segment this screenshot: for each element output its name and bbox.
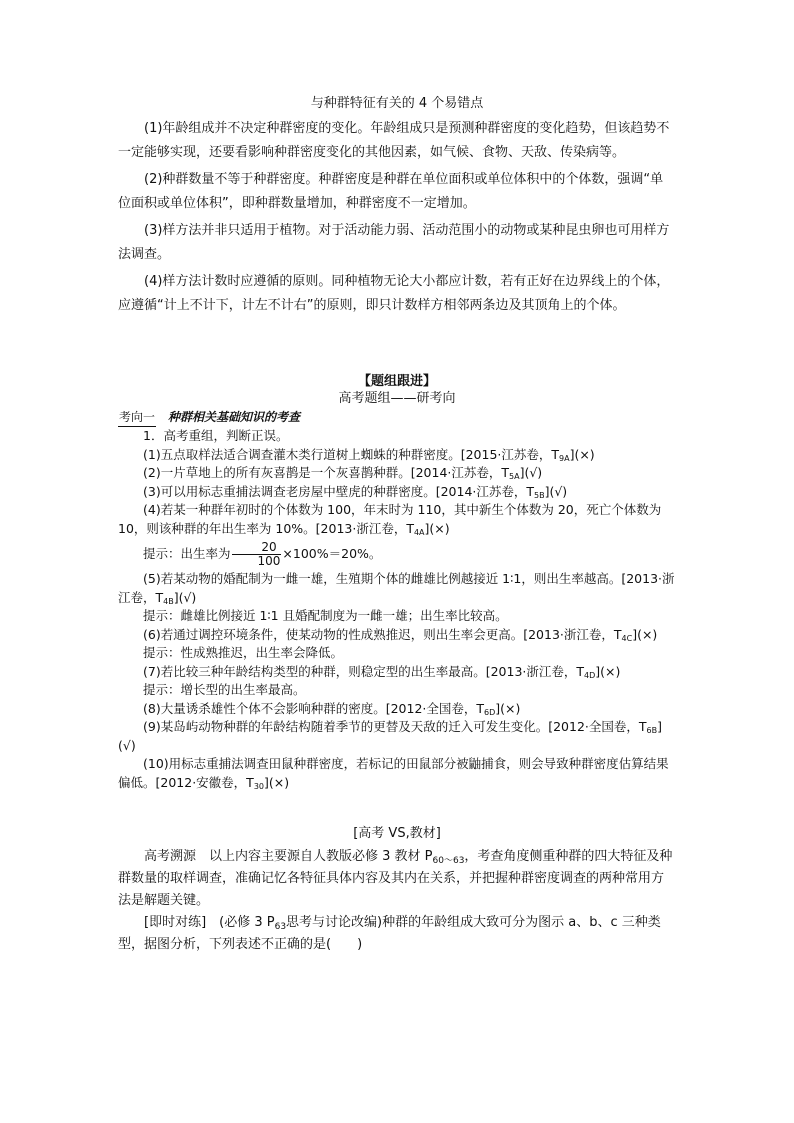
fraction: $\frac{20}{100}$ [232,541,282,568]
source-paragraph: 高考溯源 以上内容主要源自人教版必修 3 教材 $P_{60\sim 63}$，考查角度侧重种群的四大特征及种群数量的取样调查，准确记忆各特征具体内容及其内在关系，并把握种群密度调查的两种常用方法是解题关键。 [118,849,673,908]
error-point-2: (2)种群数量不等于种群密度。种群密度是种群在单位面积或单位体积中的个体数，强调“单位面积或单位体积”，即种群数量增加，种群密度不一定增加。 [118,172,664,211]
hint-4: 提示：出生率为 $\frac{20}{100}$ ×100%＝20%。 [143,540,382,568]
practice-question: [即时对练] (必修 3 $P_{63}$思考与讨论改编)种群的年龄组成大致可分为图示 a、b、c 三种类型，据图分析，下列表述不正确的是( ) [118,915,661,952]
error-point-1: (1)年龄组成并不决定种群密度的变化。年龄组成只是预测种群密度的变化趋势，但该趋势不一定能够实现，还要看影响种群密度变化的其他因素，如气候、食物、天敌、传染病等。 [118,121,670,160]
question-block [118,408,676,792]
judge-item-1: (1)五点取样法适合调查灌木类行道树上蜘蛛的种群密度。[2015·江苏卷，$T_{9A}](\times)$ [143,446,595,463]
judge-item-2: (2)一片草地上的所有灰喜鹊是一个灰喜鹊种群。[2014·江苏卷，$T_{5A}](√)$ [143,465,543,481]
hint-6: 提示：性成熟推迟，出生率会降低。 [143,645,344,660]
judge-item-6: (6)若通过调控环境条件，使某动物的性成熟推迟，则出生率会更高。[2013·浙江卷，$T_{4C}](\times)$ [143,626,658,643]
comparison-heading: [高考 VS,教材] [353,826,441,841]
topic-tag: 考向一 [118,408,156,427]
section-subheading: 高考题组——研考向 [338,391,456,406]
judge-item-7: (7)若比较三种年龄结构类型的种群，则稳定型的出生率最高。[2013·浙江卷，$T_{4D}](\times)$ [143,663,621,680]
hint-5: 提示：雌雄比例接近 1∶1 且婚配制度为一雌一雄；出生率比较高。 [143,608,508,623]
judge-item-4: (4)若某一种群年初时的个体数为 100，年末时为 110，其中新生个体数为 20，死亡个体数为 10，则该种群的年出生率为 10%。[2013·浙江卷，$T_{4A}](\times)$ [118,502,662,537]
judge-item-5: (5)若某动物的婚配制为一雌一雄，生殖期个体的雌雄比例越接近 1∶1，则出生率越高。[2013·浙江卷，$T_{4B}](√)$ [118,571,675,606]
topic-tag-row [118,408,676,427]
section-heading: 【题组跟进】 [357,374,436,389]
judge-item-10: (10)用标志重捕法调查田鼠种群密度，若标记的田鼠部分被鼬捕食，则会导致种群密度估算结果偏低。[2012·安徽卷，$T_{30}](\times)$ [118,756,669,791]
source-block [118,846,676,956]
question-title: 1．高考重组，判断正误。 [143,428,289,443]
error-point-3: (3)样方法并非只适用于植物。对于活动能力弱、活动范围小的动物或某种昆虫卵也可用样方法调查。 [118,223,670,262]
judge-item-8: (8)大量诱杀雄性个体不会影响种群的密度。[2012·全国卷，$T_{6D}](\times)$ [143,700,521,717]
topic-tag-text: 种群相关基础知识的考查 [168,410,301,424]
judge-item-3: (3)可以用标志重捕法调查老房屋中壁虎的种群密度。[2014·江苏卷，$T_{5B}](√)$ [143,483,568,500]
hint-7: 提示：增长型的出生率最高。 [143,682,306,697]
judge-item-9: (9)某岛屿动物种群的年龄结构随着季节的更替及天敌的迁入可发生变化。[2012·全国卷，$T_{6B}](√)$ [118,719,662,753]
error-point-4: (4)样方法计数时应遵循的原则。同种植物无论大小都应计数，若有正好在边界线上的个体，应遵循“计上不计下，计左不计右”的原则，即只计数样方相邻两条边及其顶角上的个体。 [118,274,670,313]
section-title: 与种群特征有关的 4 个易错点 [310,96,484,111]
error-points-list [118,117,676,318]
